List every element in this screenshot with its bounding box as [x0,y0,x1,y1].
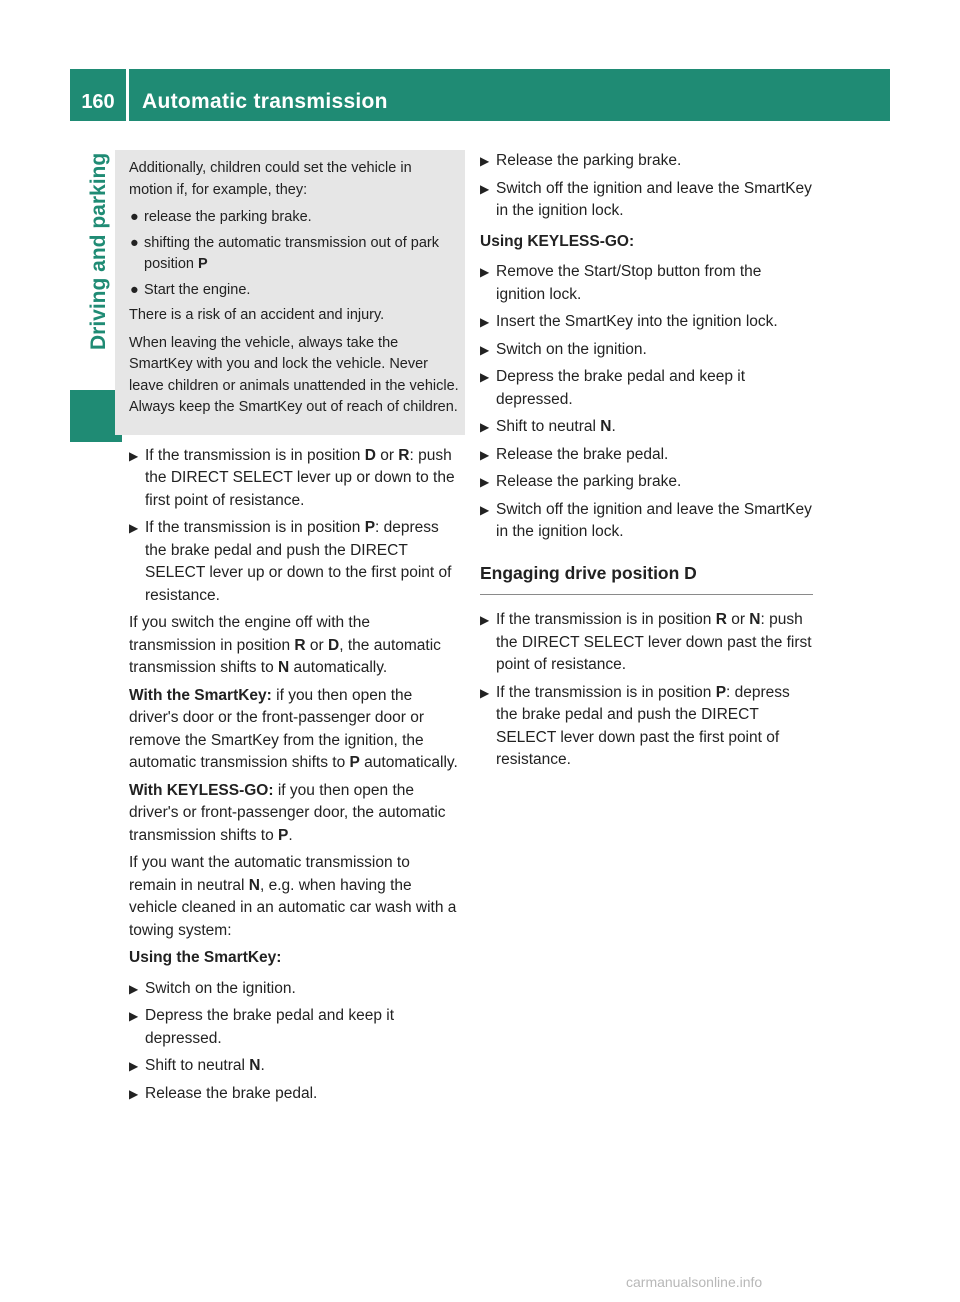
instruction-step: ▶ Release the brake pedal. [480,444,813,467]
instruction-step: ▶ Switch on the ignition. [129,978,459,1001]
arrow-right-icon: ▶ [480,265,490,279]
instruction-step: ▶ Depress the brake pedal and keep it depressed. [480,368,746,408]
paragraph: With the SmartKey: if you then open the driver's door or the front-passenger door or remove the SmartKey from the ignition, the automatic transmission shifts to P automatically. [129,686,458,771]
warning-intro: Additionally, children could set the vehicle in motion if, for example, they: [129,160,412,198]
instruction-step: ▶ If the transmission is in position P: depress the brake pedal and push the DIRECT SELECT lever down past the first point of resistance. [480,683,790,768]
page-number: 160 [81,91,115,113]
bullet-dot-icon: ● [130,281,139,298]
instruction-step: ▶ Insert the SmartKey into the ignition lock. [480,311,813,334]
instruction-step: ▶ Release the brake pedal. [129,1083,459,1106]
side-section-label: Driving and parking [87,152,110,350]
instruction-step: ▶ If the transmission is in position R or N: push the DIRECT SELECT lever down past the first point of resistance. [480,611,812,673]
drive-step-list [480,609,813,772]
instruction-step: ▶ Shift to neutral N. [480,416,813,439]
watermark: carmanualsonline.info [626,1274,763,1290]
arrow-right-icon: ▶ [129,521,139,535]
instruction-step: ▶ Release the parking brake. [480,471,813,494]
arrow-right-icon: ▶ [480,685,490,700]
warning-bullet: ● shifting the automatic transmission out of park position P [130,234,439,272]
warning-bullet: ● Start the engine. [129,280,459,302]
instruction-step: ▶ Remove the Start/Stop button from the ignition lock. [480,263,762,303]
warning-box [115,150,465,435]
instruction-step: ▶ Switch on the ignition. [480,339,813,362]
step-list [129,445,459,608]
page-title: Automatic transmission [142,90,388,113]
instruction-step: ▶ Shift to neutral N. [129,1055,459,1078]
arrow-right-icon: ▶ [480,475,490,489]
arrow-right-icon: ▶ [480,370,490,384]
warning-bullet: ● release the parking brake. [129,207,459,229]
paragraph: If you want the automatic transmission to remain in neutral N, e.g. when having the vehicle cleaned in an automatic car wash with a towing system: [129,854,457,939]
instruction-step: ▶ If the transmission is in position D or R: push the DIRECT SELECT lever up or down to the first point of resistance. [129,446,455,509]
instruction-step: ▶ Depress the brake pedal and keep it depressed. [129,1007,395,1047]
smartkey-heading: Using the SmartKey: [129,949,282,966]
arrow-right-icon: ▶ [129,448,139,463]
paragraph: If you switch the engine off with the transmission in position R or D, the automatic transmission shifts to N automatically. [129,614,441,676]
arrow-right-icon: ▶ [480,502,490,517]
arrow-right-icon: ▶ [129,1059,139,1073]
paragraph: With KEYLESS-GO: if you then open the driver's or front-passenger door, the automatic transmission shifts to P. [129,781,446,844]
arrow-right-icon: ▶ [480,181,490,196]
arrow-right-icon: ▶ [129,1086,139,1101]
header-divider [126,69,129,121]
right-column [480,150,813,777]
instruction-step: ▶ Release the parking brake. [480,150,813,173]
warning-risk: There is a risk of an accident and injury. [129,307,385,323]
keyless-heading: Using KEYLESS-GO: [480,232,635,250]
arrow-right-icon: ▶ [480,342,490,357]
arrow-right-icon: ▶ [129,981,139,996]
section-heading: Engaging drive position D [480,562,813,596]
instruction-step: ▶ If the transmission is in position P: depress the brake pedal and push the DIRECT SELECT lever up or down to the first point of resistance. [129,519,452,604]
arrow-right-icon: ▶ [129,1009,139,1023]
arrow-right-icon: ▶ [480,613,490,627]
bullet-dot-icon: ● [130,234,139,251]
left-column [129,150,459,1110]
arrow-right-icon: ▶ [480,447,490,462]
warning-advice: When leaving the vehicle, always take the SmartKey with you and lock the vehicle. Never leave children or animals unattended in the vehicle. Always keep the SmartKey out of reach of children. [129,334,459,415]
instruction-step: ▶ Switch off the ignition and leave the SmartKey in the ignition lock. [480,500,812,540]
arrow-right-icon: ▶ [480,420,490,434]
arrow-right-icon: ▶ [480,154,490,168]
instruction-step: ▶ Switch off the ignition and leave the SmartKey in the ignition lock. [480,179,812,219]
bullet-dot-icon: ● [130,209,139,225]
arrow-right-icon: ▶ [480,315,490,329]
